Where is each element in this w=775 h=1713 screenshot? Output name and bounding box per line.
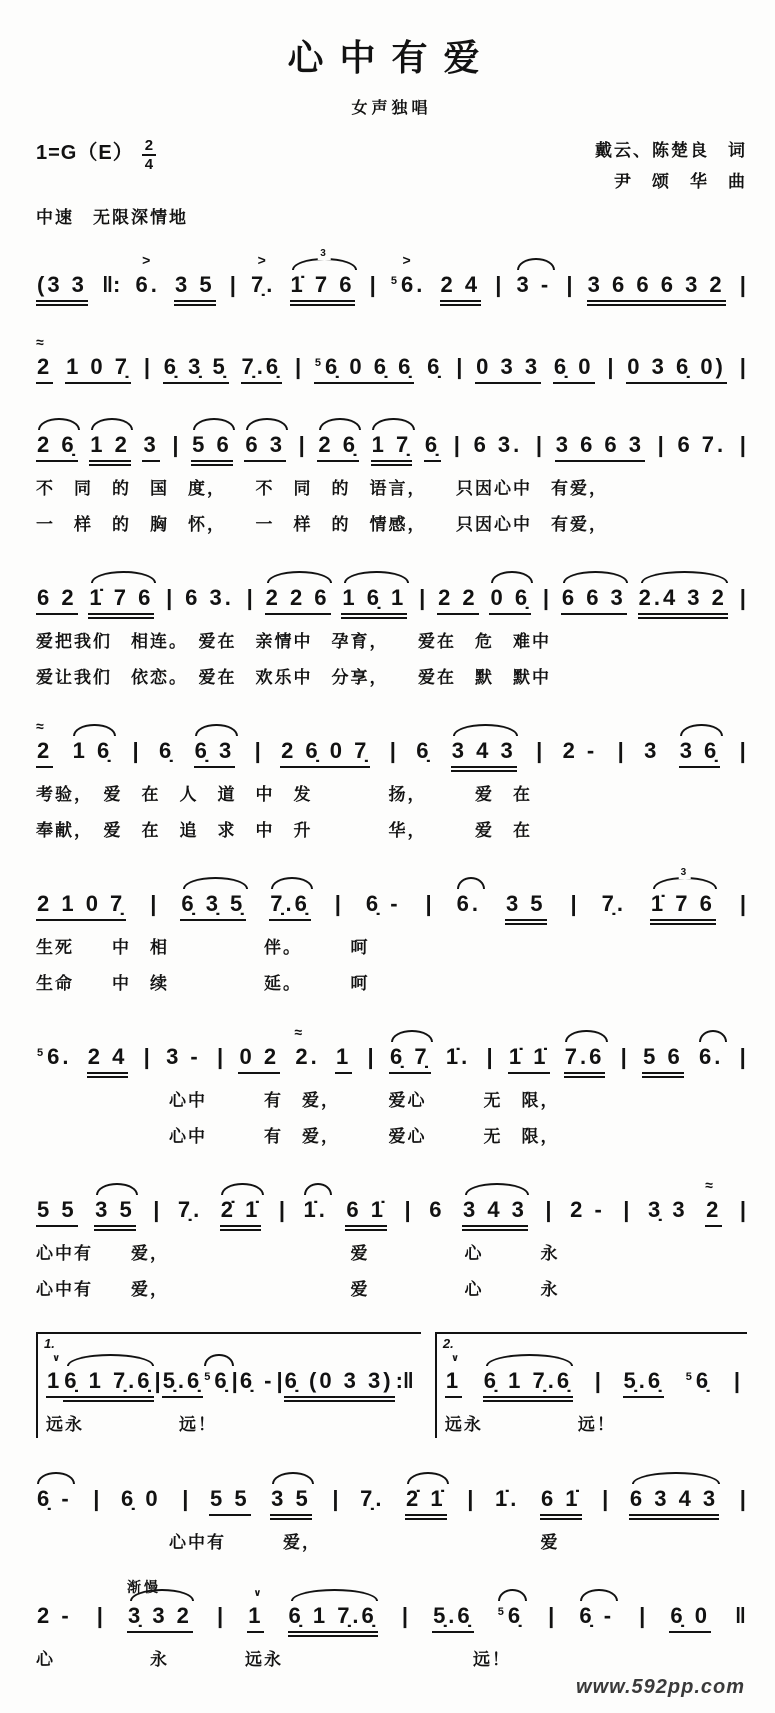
note-token: 2 6̣ <box>36 414 78 462</box>
slur-arc <box>580 1589 618 1601</box>
slur-arc <box>407 1472 449 1484</box>
music-system <box>36 1026 747 1149</box>
tempo-change-label: 渐慢 <box>126 1579 161 1596</box>
lyric-line: 心 永 远永 远！ <box>36 1650 511 1670</box>
note-token: $^5$6. <box>37 1044 72 1070</box>
slur-arc <box>304 1183 332 1195</box>
note-token: $^5$6̣ 0 6̣ 6̣ <box>314 336 414 384</box>
barline: | <box>542 585 550 611</box>
barline: | <box>739 1485 746 1511</box>
barline: | <box>217 1044 224 1070</box>
note-token: 1 0 7̣ <box>65 336 131 384</box>
note-token: 7̣.6̣ <box>241 336 283 384</box>
note-token: 6̣ 3 <box>194 720 236 768</box>
lyricist-credit: 戴云、陈楚良 词 <box>595 141 747 160</box>
note-token: 7̣. <box>360 1485 385 1511</box>
grace-note: 5 <box>314 356 325 369</box>
note-token: 1 6̣ 1 <box>341 567 407 619</box>
note-token: 6̣ - <box>365 891 401 917</box>
note-token: 5 6 <box>642 1026 684 1078</box>
note-token: ≈ 2. <box>294 1024 320 1070</box>
note-token: 1 <box>335 1026 352 1074</box>
note-token: 5 6 <box>191 414 233 466</box>
barline: | <box>548 1603 555 1629</box>
barline: | <box>617 738 624 764</box>
note-token: 1̇. <box>445 1044 471 1070</box>
key-signature: 1=G（E） <box>36 142 134 164</box>
slur-arc <box>699 1030 727 1042</box>
note-token: 3 5 <box>94 1179 136 1231</box>
barline: | <box>739 585 746 611</box>
barline: | <box>132 738 139 764</box>
lyric-line: 心中 有 爱， 爱心 无 限， <box>36 1126 560 1146</box>
note-token: ≈ 2 <box>705 1179 722 1227</box>
note-token: 2 4 <box>440 254 482 306</box>
note-token: 6 7. <box>677 432 727 458</box>
barline: | <box>294 354 302 380</box>
note-token: 2 - <box>570 1197 605 1223</box>
trill-icon: ≈ <box>36 718 42 735</box>
barline: | <box>182 1485 189 1511</box>
note-token: 1̇ 7 6 <box>88 567 154 619</box>
note-token: > $^5$6. <box>390 252 426 298</box>
note-token: 3 6̣ <box>679 720 721 768</box>
barline: | <box>425 891 432 917</box>
note-token: 0 6̣ <box>489 567 531 615</box>
barline: | <box>367 1044 374 1070</box>
note-token: 0 3 6̣ 0) <box>626 336 727 384</box>
lyric-line: 不 同 的 国 度， 不 同 的 语言， 只因心中 有爱， <box>36 479 608 499</box>
note-token: 3 5 <box>174 254 216 306</box>
note-token: 1̇. <box>494 1485 520 1511</box>
trill-icon: ≈ <box>294 1024 301 1041</box>
barline: | <box>246 585 253 611</box>
grace-note: 5 <box>204 1370 214 1383</box>
note-token: 1 2 <box>89 414 131 466</box>
note-token: 3 5 <box>505 873 547 925</box>
lyric-line: 远永 远！ <box>444 1415 616 1435</box>
barline: | <box>602 1485 609 1511</box>
barline: | <box>545 1197 552 1223</box>
score-meta <box>36 136 747 228</box>
barline: | <box>739 354 746 380</box>
accent-icon: > <box>257 252 269 269</box>
slur-arc <box>457 877 485 889</box>
slur-arc <box>183 877 248 889</box>
slur-arc <box>96 1183 138 1195</box>
slur-arc <box>91 418 133 430</box>
slur-arc <box>291 1589 378 1601</box>
music-system <box>36 248 747 306</box>
barline: | <box>143 354 150 380</box>
note-token: 6 3. <box>185 585 234 611</box>
note-token: 2 2 6 <box>265 567 331 615</box>
barline: | <box>143 1044 150 1070</box>
score-body <box>36 248 747 1673</box>
slur-arc <box>246 418 288 430</box>
lyric-line: 远永 远！ <box>46 1415 217 1435</box>
barline: ‖: <box>102 272 121 298</box>
time-signature-numerator: 2 <box>142 138 156 156</box>
note-token: 3 - <box>516 254 553 300</box>
barline: | <box>453 432 460 458</box>
note-token: 3 6 6 3 <box>555 414 645 462</box>
barline: | <box>620 1044 627 1070</box>
barline: | <box>739 891 746 917</box>
note-token: 3 5 <box>270 1468 312 1520</box>
barline: | <box>657 432 664 458</box>
slur-arc <box>391 1030 433 1042</box>
grace-note: 5 <box>685 1370 695 1383</box>
slur-arc <box>453 724 518 736</box>
barline: | <box>154 1368 161 1394</box>
note-token: 3 <box>142 414 159 462</box>
note-token: 6̣ 1 7̣.6̣ <box>483 1350 573 1402</box>
barline: | <box>334 891 341 917</box>
note-token: 6̣ <box>424 414 441 462</box>
note-token: 3 6 6 6 3 2 <box>587 254 726 306</box>
note-token: 6 1̇ <box>345 1179 387 1231</box>
note-token: 7.6 <box>564 1026 606 1078</box>
barline: | <box>566 272 573 298</box>
page-title: 心中有爱 <box>287 37 496 78</box>
slur-arc <box>221 1183 263 1195</box>
accent-icon: > <box>402 252 414 269</box>
note-token: 6 2 <box>36 567 78 615</box>
note-token: > 7̣. <box>251 252 276 298</box>
note-token: 渐慢 3̣ 3 2 <box>127 1585 193 1633</box>
note-token: 1 6̣ <box>72 720 114 766</box>
slur-arc <box>486 1354 573 1366</box>
barline: | <box>401 1603 408 1629</box>
grace-note: 5 <box>497 1605 507 1618</box>
note-token: 3 4 3 <box>462 1179 528 1231</box>
slur-arc <box>37 1472 75 1484</box>
note-token: 6 3 <box>244 414 286 462</box>
note-token: 3 <box>644 738 660 764</box>
music-system <box>36 1579 747 1673</box>
note-token: 6̣ 3̣ 5̣ <box>180 873 246 921</box>
slur-arc <box>67 1354 154 1366</box>
barline: | <box>150 891 157 917</box>
barline: | <box>216 1603 224 1629</box>
note-token: 6̣ - <box>36 1468 73 1514</box>
music-system <box>36 1468 747 1556</box>
slur-arc <box>517 258 555 270</box>
barline: | <box>535 432 543 458</box>
note-token: 6̣ 0 <box>553 336 595 384</box>
slur-arc <box>344 571 409 583</box>
barline: | <box>733 1368 740 1394</box>
note-token: 6 3 4 3 <box>629 1468 719 1520</box>
note-token: 2̇ 1̇ <box>405 1468 447 1520</box>
barline: | <box>639 1603 646 1629</box>
slur-arc <box>641 571 728 583</box>
note-token: 5̣.6̣ <box>432 1585 474 1633</box>
barline: | <box>739 1044 746 1070</box>
note-token: 3̣ 3 <box>647 1197 688 1223</box>
note-token: 2 2 <box>437 567 479 615</box>
note-token: 6 1̇ <box>540 1468 582 1520</box>
slur-arc <box>491 571 533 583</box>
note-token: 6. <box>456 873 482 919</box>
slur-arc <box>195 724 237 736</box>
note-token: 6 <box>429 1197 445 1223</box>
music-system <box>36 867 747 996</box>
note-token: 6̣ <box>159 738 175 764</box>
barline: | <box>607 354 614 380</box>
barline: :‖ <box>395 1368 414 1394</box>
barline: | <box>404 1197 411 1223</box>
note-token: ≈ 2 <box>36 336 53 384</box>
barline: | <box>495 272 502 298</box>
note-token: 5̣.6̣ <box>162 1350 204 1398</box>
barline: | <box>153 1197 160 1223</box>
note-token: 6. <box>698 1026 724 1072</box>
volta-ending-1 <box>36 1332 421 1438</box>
note-token: 6̣ (0 3 3) <box>284 1350 395 1402</box>
barline: | <box>536 738 543 764</box>
key-time-signature <box>36 136 156 172</box>
note-token: ≈ 2 <box>36 720 53 768</box>
note-token: ∨ 1 <box>445 1350 462 1398</box>
barline: | <box>419 585 426 611</box>
note-token: $^5$6̣ <box>685 1368 712 1394</box>
trill-icon: ≈ <box>705 1177 711 1194</box>
note-token: 2 6̣ 0 7̣ <box>280 720 370 768</box>
note-token: 6̣ 0 <box>121 1485 161 1511</box>
note-token: 1 7̣ <box>371 414 413 466</box>
accent-icon: > <box>142 252 154 269</box>
breath-mark-icon: ∨ <box>451 1353 463 1365</box>
music-system <box>36 414 747 537</box>
breath-mark-icon: ∨ <box>52 1353 64 1365</box>
slur-arc <box>204 1354 233 1366</box>
barline: | <box>570 891 577 917</box>
slur-arc <box>565 1030 607 1042</box>
volta-label: 2. <box>442 1336 454 1352</box>
music-system <box>36 567 747 690</box>
note-token: 2 1 0 7̣ <box>36 873 126 921</box>
note-token: 7̣.6̣ <box>269 873 311 921</box>
barline: | <box>739 1197 746 1223</box>
note-token: 5̣.6̣ <box>623 1350 665 1398</box>
note-token: 2.4 3 2 <box>638 567 728 619</box>
triplet-arc: 3 <box>292 258 357 270</box>
barline: | <box>166 585 173 611</box>
note-token: 6̣ 0 <box>669 1585 711 1633</box>
note-token: 3 1̇ 7 6 <box>650 873 716 925</box>
volta-label: 1. <box>44 1336 55 1352</box>
lyric-line: 爱让我们 依恋。 爱在 欢乐中 分享， 爱在 默 默中 <box>36 667 551 687</box>
lyric-line: 考验， 爱 在 人 道 中 发 扬， 爱 在 <box>36 785 532 805</box>
note-token: 6̣ - <box>578 1585 615 1631</box>
note-token: 6̣ 1 7̣.6̣ <box>63 1350 153 1402</box>
lyric-line: 一 样 的 胸 怀， 一 样 的 情感， 只因心中 有爱， <box>36 514 608 534</box>
barline: | <box>332 1485 339 1511</box>
lyric-line: 奉献， 爱 在 追 求 中 升 华， 爱 在 <box>36 820 532 840</box>
tempo-marking: 中速 无限深情地 <box>36 208 188 228</box>
barline: | <box>623 1197 630 1223</box>
barline: | <box>739 272 746 298</box>
barline: | <box>467 1485 474 1511</box>
slur-arc <box>632 1472 719 1484</box>
barline: ‖ <box>735 1603 746 1629</box>
note-token: ∨ 1 <box>247 1585 264 1633</box>
note-token: 2 - <box>562 738 598 764</box>
note-token: 5 5 <box>209 1468 251 1516</box>
slur-arc <box>372 418 414 430</box>
slur-arc <box>271 877 313 889</box>
lyric-line: 爱把我们 相连。 爱在 亲情中 孕育， 爱在 危 难中 <box>36 632 551 652</box>
barline: | <box>739 432 746 458</box>
barline: | <box>93 1485 100 1511</box>
barline: | <box>172 432 179 458</box>
lyric-line: 心中有 爱， 爱 心 永 <box>36 1244 560 1264</box>
slur-arc <box>267 571 332 583</box>
barline: | <box>486 1044 493 1070</box>
note-token: 7̣. <box>177 1197 203 1223</box>
barline: | <box>594 1368 601 1394</box>
barline: | <box>369 272 376 298</box>
music-system <box>36 1179 747 1302</box>
lyric-line: 心中有 爱， 爱 <box>36 1532 560 1552</box>
lyric-line: 心中 有 爱， 爱心 无 限， <box>36 1091 560 1111</box>
slur-arc <box>465 1183 530 1195</box>
slur-arc <box>498 1589 527 1601</box>
note-token: 1̇. <box>303 1179 329 1225</box>
grace-note: 5 <box>390 274 401 287</box>
note-token: 2 6̣ <box>317 414 359 462</box>
note-token: 2 - <box>37 1603 72 1629</box>
music-system <box>36 336 747 384</box>
barline: | <box>298 432 305 458</box>
barline: | <box>278 1197 286 1223</box>
note-token: 2 4 <box>87 1026 129 1078</box>
note-token: 6 3. <box>473 432 523 458</box>
watermark-link[interactable]: www.592pp.com <box>576 1675 745 1698</box>
barline: | <box>389 738 396 764</box>
barline: | <box>229 272 236 298</box>
barline: | <box>739 738 746 764</box>
note-token: 6̣ 7̣ <box>389 1026 431 1074</box>
barline: | <box>276 1368 283 1394</box>
slur-arc <box>680 724 722 736</box>
slur-arc <box>319 418 361 430</box>
note-token: $^5$6̣ <box>203 1350 230 1396</box>
slur-arc <box>563 571 628 583</box>
triplet-arc: 3 <box>653 877 718 889</box>
note-token: 0 2 <box>238 1026 280 1074</box>
barline: | <box>231 1368 238 1394</box>
barline: | <box>456 354 463 380</box>
note-token: 1̇ 1̇ <box>508 1026 550 1074</box>
slur-arc <box>38 418 80 430</box>
note-token: 6 6 3 <box>561 567 627 615</box>
lyric-line: 心中有 爱， 爱 心 永 <box>36 1279 560 1299</box>
trill-icon: ≈ <box>36 334 42 351</box>
credits <box>595 136 747 197</box>
barline: | <box>96 1603 103 1629</box>
note-token: $^5$6̣ <box>497 1585 524 1631</box>
lyric-line: 生命 中 续 延。 呵 <box>36 973 370 993</box>
grace-note: 5 <box>37 1046 47 1059</box>
note-token: 5 5 <box>36 1179 78 1227</box>
slur-arc <box>272 1472 314 1484</box>
volta-ending-2 <box>435 1332 747 1438</box>
music-system <box>36 720 747 843</box>
note-token: (3 3 <box>36 254 88 306</box>
lyric-line: 生死 中 相 伴。 呵 <box>36 938 370 958</box>
note-token: 3 - <box>166 1044 201 1070</box>
note-token: 6̣ <box>416 738 432 764</box>
note-token: 0 3 3 <box>475 336 541 384</box>
slur-arc <box>91 571 156 583</box>
note-token: 3 1̇ 7 6 <box>290 254 356 306</box>
subtitle: 女声独唱 <box>351 100 432 117</box>
slur-arc <box>73 724 115 736</box>
note-token: 7̣. <box>601 891 626 917</box>
composer-credit: 尹 颂 华 曲 <box>614 171 747 191</box>
time-signature <box>142 138 156 172</box>
note-token: 6̣ <box>427 354 443 380</box>
note-token: 6̣ 1 7̣.6̣ <box>288 1585 378 1637</box>
note-token: 2̇ 1̇ <box>220 1179 262 1231</box>
music-system <box>36 1332 747 1438</box>
note-token: ∨ 1 <box>46 1350 63 1398</box>
note-token: 3 4 3 <box>451 720 517 772</box>
time-signature-denominator: 4 <box>144 155 154 173</box>
note-token: 6̣ 3̣ 5̣ <box>163 336 229 384</box>
note-token: 6̣ - <box>239 1368 275 1394</box>
note-token: > 6. <box>135 252 160 298</box>
slur-arc <box>193 418 235 430</box>
barline: | <box>254 738 261 764</box>
breath-mark-icon: ∨ <box>253 1588 265 1600</box>
